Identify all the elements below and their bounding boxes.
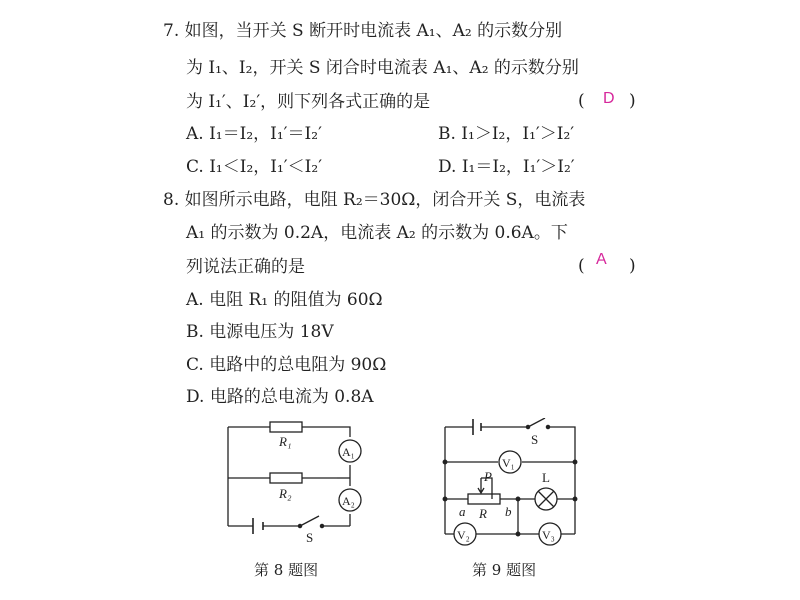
q7-answer: D bbox=[603, 90, 615, 107]
q7-paren-close: ) bbox=[629, 91, 636, 111]
fig9-switch-pivot-right bbox=[546, 425, 549, 428]
q7-paren-open: ( bbox=[578, 91, 585, 111]
fig9-lamp-cross bbox=[538, 491, 554, 507]
figure-9-circuit bbox=[438, 418, 583, 550]
q7-line-3: 为 I₁′、I₂′，则下列各式正确的是 bbox=[186, 92, 431, 112]
fig9-label-l: L bbox=[542, 470, 550, 485]
figure-9-caption: 第 9 题图 bbox=[472, 561, 537, 579]
q8-paren-open: ( bbox=[578, 256, 585, 276]
q7-option-b: B. I₁＞I₂，I₁′＞I₂′ bbox=[438, 124, 575, 144]
q8-option-c: C. 电路中的总电阻为 90Ω bbox=[186, 355, 387, 375]
fig8-label-s: S bbox=[306, 530, 314, 543]
q7-option-c: C. I₁＜I₂，I₁′＜I₂′ bbox=[186, 157, 323, 177]
q8-option-d: D. 电路的总电流为 0.8A bbox=[186, 387, 374, 407]
fig9-label-p: P bbox=[484, 469, 492, 484]
fig8-label-r2: R₂ bbox=[279, 486, 292, 501]
fig8-switch-blade bbox=[300, 516, 319, 526]
fig8-resistor-r2 bbox=[270, 473, 302, 483]
q7-option-d: D. I₁＝I₂，I₁′＞I₂′ bbox=[438, 157, 575, 177]
q8-option-a: A. 电阻 R₁ 的阻值为 60Ω bbox=[186, 290, 383, 310]
fig9-label-v1: V₁ bbox=[502, 456, 515, 470]
fig9-node-right-l bbox=[573, 497, 577, 501]
fig9-label-a: a bbox=[459, 504, 466, 519]
q8-line-3: 列说法正确的是 bbox=[186, 257, 305, 277]
q8-option-b: B. 电源电压为 18V bbox=[186, 322, 334, 342]
fig8-battery bbox=[253, 518, 263, 534]
fig8-label-a1: A₁ bbox=[342, 445, 355, 459]
q8-answer: A bbox=[596, 251, 607, 268]
q8-paren-close: ) bbox=[629, 256, 636, 276]
fig9-switch-blade bbox=[528, 418, 545, 427]
fig9-label-v2: V₂ bbox=[457, 528, 470, 542]
fig9-node-left-r bbox=[443, 497, 447, 501]
fig8-switch-pivot-right bbox=[320, 524, 323, 527]
fig9-rheostat-r bbox=[468, 494, 500, 504]
q7-option-a: A. I₁＝I₂，I₁′＝I₂′ bbox=[186, 124, 322, 144]
fig8-label-r1: R₁ bbox=[279, 434, 292, 449]
q8-line-2: A₁ 的示数为 0.2A，电流表 A₂ 的示数为 0.6A。下 bbox=[186, 223, 568, 243]
fig8-label-a2: A₂ bbox=[342, 494, 355, 508]
fig9-node-left-v1 bbox=[443, 460, 447, 464]
q7-line-1: 7. 如图，当开关 S 断开时电流表 A₁、A₂ 的示数分别 bbox=[163, 21, 563, 41]
fig8-resistor-r1 bbox=[270, 422, 302, 432]
figure-8-caption: 第 8 题图 bbox=[254, 561, 319, 579]
fig9-node-right-v1 bbox=[573, 460, 577, 464]
q8-line-1: 8. 如图所示电路，电阻 R₂＝30Ω，闭合开关 S，电流表 bbox=[163, 190, 586, 210]
fig9-label-v3: V₃ bbox=[542, 528, 555, 542]
fig9-label-s: S bbox=[531, 432, 539, 447]
q7-line-2: 为 I₁、I₂，开关 S 闭合时电流表 A₁、A₂ 的示数分别 bbox=[186, 58, 579, 78]
fig9-node-bottom-b bbox=[516, 532, 520, 536]
fig9-battery bbox=[473, 419, 481, 435]
figure-8-circuit bbox=[220, 418, 370, 543]
fig9-label-r: R bbox=[479, 506, 487, 521]
fig9-label-b: b bbox=[505, 504, 512, 519]
